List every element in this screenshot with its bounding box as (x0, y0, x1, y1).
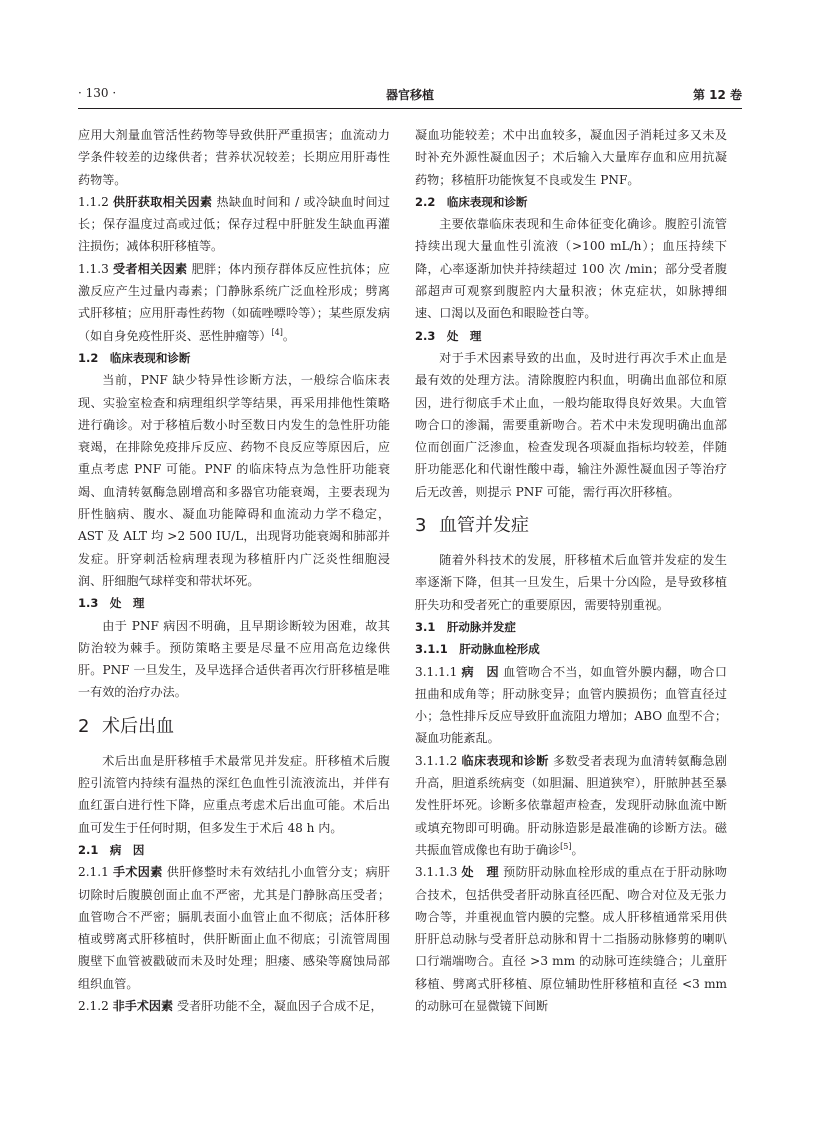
section-text: 血管吻合不当，如血管外膜内翻，吻合口扭曲和成角等；肝动脉变异；血管内膜损伤；血管直径过小；急性排斥反应导致肝血流阻力增加；ABO 血型不合；凝血功能紊乱。 (415, 664, 727, 746)
section-text: 多数受者表现为血清转氨酶急剧升高，胆道系统病变（如胆漏、胆道狭窄），肝脓肿甚至暴发性肝坏死。诊断多依靠超声检查，发现肝动脉血流中断或填充物即可明确。肝动脉造影是最准确的诊断方法。磁共振血管成像也有助于确诊 (415, 753, 727, 857)
section-title: 手术因素 (112, 865, 163, 880)
heading-1-3: 1.3 处 理 (78, 596, 145, 611)
paragraph: 当前，PNF 缺少特异性诊断方法，一般综合临床表现、实验室检查和病理组织学等结果，再采用排他性策略进行确诊。对于移植后数小时至数日内发生的急性肝功能衰竭，在排除免疫排斥反应、药物不良反应等原因后，应重点考虑 PNF 可能。PNF 的临床特点为急性肝功能衰竭、血清转氨酶急剧增高和多器官功能衰竭，主要表现为肝性脑病、腹水、凝血功能障碍和血流动力学不稳定，AST 及 ALT 均 >2 500 IU/L，出现肾功能衰竭和肺部并发症。肝穿刺活检病理表现为移植肝内广泛炎性细胞浸润、肝细胞气球样变和带状坏死。 (78, 373, 390, 588)
citation-ref: [5] (560, 841, 572, 851)
heading-3-1: 3.1 肝动脉并发症 (415, 619, 516, 634)
section-title: 处 理 (461, 865, 499, 880)
volume-label: 第 12 卷 (692, 88, 742, 102)
heading-3 (415, 513, 727, 539)
heading-2-2: 2.2 临床表现和诊断 (415, 194, 528, 209)
punctuation: 。 (571, 842, 584, 857)
section-number: 1.1.2 (78, 194, 109, 209)
running-header (78, 84, 742, 106)
section-1-1-2 (78, 191, 390, 258)
citation-ref: [4] (271, 327, 283, 337)
heading-1-2: 1.2 临床表现和诊断 (78, 350, 191, 365)
section-title: 受者相关因素 (112, 261, 188, 276)
section-3-1-1-2 (415, 750, 727, 861)
heading-2 (78, 714, 390, 740)
paragraph: 主要依靠临床表现和生命体征变化确诊。腹腔引流管持续出现大量血性引流液（>100 mL/h）；血压持续下降，心率逐渐加快并持续超过 100 次 /min；部分受者腹部超声可观察到腹腔内大量积液；休克症状，如脉搏细速、口渴以及面色和眼睑苍白等。 (415, 217, 727, 321)
section-3-1-1-1 (415, 661, 727, 750)
right-column (415, 124, 727, 1017)
section-title: 供肝获取相关因素 (112, 194, 213, 209)
section-number: 3.1.1.3 (415, 865, 458, 880)
section-number: 3.1.1.1 (415, 664, 458, 679)
section-number: 3.1.1.2 (415, 753, 458, 768)
chapter-title: 术后出血 (102, 715, 174, 737)
section-number: 1.1.3 (78, 261, 109, 276)
paragraph: 由于 PNF 病因不明确，且早期诊断较为困难，故其防治较为棘手。预防策略主要是尽量不应用高危边缘供肝。PNF 一旦发生，及早选择合适供者再次行肝移植是唯一有效的治疗办法。 (78, 618, 390, 700)
heading-2-1: 2.1 病 因 (78, 842, 145, 857)
paragraph: 凝血功能较差；术中出血较多，凝血因子消耗过多又未及时补充外源性凝血因子；术后输入大量库存血和应用抗凝药物；移植肝功能恢复不良或发生 PNF。 (415, 128, 727, 187)
section-text: 预防肝动脉血栓形成的重点在于肝动脉吻合技术，包括供受者肝动脉直径匹配、吻合对位及无张力吻合等，并重视血管内膜的完整。成人肝移植通常采用供肝肝总动脉与受者肝总动脉和胃十二指肠动脉修剪的喇叭口行端端吻合。直径 >3 mm 的动脉可连续缝合；儿童肝移植、劈离式肝移植、原位辅助性肝移植和直径 <3 mm 的动脉可在显微镜下间断 (415, 865, 727, 1013)
punctuation: 。 (282, 328, 295, 343)
section-2-1-1 (78, 861, 390, 995)
section-text: 热缺血时间和 / 或冷缺血时间过长；保存温度过高或过低；保存过程中肝脏发生缺血再灌注损伤；减体积肝移植等。 (78, 194, 390, 254)
paragraph: 对于手术因素导致的出血，及时进行再次手术止血是最有效的处理方法。清除腹腔内积血，明确出血部位和原因，进行彻底手术止血，一般均能取得良好效果。大血管吻合口的渗漏，需要重新吻合。若术中未发现明确出血部位而创面广泛渗血，检查发现各项凝血指标均较差，伴随肝功能恶化和代谢性酸中毒，输注外源性凝血因子等治疗后无改善，则提示 PNF 可能，需行再次肝移植。 (415, 350, 727, 499)
paragraph: 应用大剂量血管活性药物等导致供肝严重损害；血流动力学条件较差的边缘供者；营养状况较差；长期应用肝毒性药物等。 (78, 128, 390, 187)
section-number: 2.1.1 (78, 865, 109, 880)
heading-3-1-1: 3.1.1 肝动脉血栓形成 (415, 642, 540, 657)
section-1-1-3 (78, 258, 390, 347)
left-column (78, 124, 390, 1017)
section-text: 肥胖；体内预存群体反应性抗体；应激反应产生过量内毒素；门静脉系统广泛血栓形成；劈离式肝移植；应用肝毒性药物（如硫唑嘌呤等）；某些原发病（如自身免疫性肝炎、恶性肿瘤等） (78, 261, 390, 343)
section-text: 受者肝功能不全，凝血因子合成不足， (176, 998, 383, 1013)
journal-title: 器官移植 (385, 88, 434, 102)
header-rule (78, 108, 742, 109)
section-title: 非手术因素 (112, 998, 174, 1013)
chapter-number: 3 (415, 515, 427, 537)
section-text: 供肝修整时未有效结扎小血管分支；病肝切除时后腹膜创面止血不严密，尤其是门静脉高压受者；血管吻合不严密；膈肌表面小血管止血不彻底；活体肝移植或劈离式肝移植时，供肝断面止血不彻底；引流管周围腹壁下血管被戳破而未及时处理；胆瘘、感染等腐蚀局部组织血管。 (78, 865, 390, 991)
section-title: 病 因 (461, 664, 499, 679)
heading-2-3: 2.3 处 理 (415, 328, 482, 343)
chapter-title: 血管并发症 (439, 515, 529, 537)
section-title: 临床表现和诊断 (461, 753, 549, 768)
page-number: · 130 · (78, 86, 117, 100)
section-3-1-1-3 (415, 861, 727, 1017)
paragraph: 术后出血是肝移植手术最常见并发症。肝移植术后腹腔引流管内持续有温热的深红色血性引流液流出，并伴有血红蛋白进行性下降，应重点考虑术后出血可能。术后出血可发生于任何时期，但多发生于术后 48 h 内。 (78, 753, 390, 835)
section-2-1-2 (78, 995, 390, 1017)
chapter-number: 2 (78, 715, 90, 737)
paragraph: 随着外科技术的发展，肝移植术后血管并发症的发生率逐渐下降，但其一旦发生，后果十分凶险，是导致移植肝失功和受者死亡的重要原因，需要特别重视。 (415, 553, 727, 612)
section-number: 2.1.2 (78, 998, 109, 1013)
